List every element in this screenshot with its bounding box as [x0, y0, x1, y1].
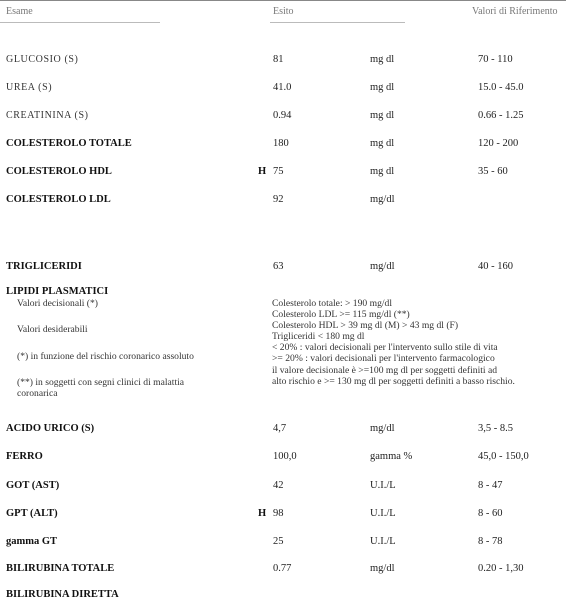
exam-unit: mg dl — [370, 138, 395, 149]
exam-ref: 8 - 47 — [478, 480, 503, 491]
exam-name: FERRO — [6, 451, 43, 462]
exam-unit: mg dl — [370, 110, 395, 121]
exam-value: 25 — [273, 536, 284, 547]
exam-name: gamma GT — [6, 536, 58, 547]
exam-ref: 45,0 - 150,0 — [478, 451, 529, 462]
exam-unit: gamma % — [370, 451, 413, 462]
exam-unit: mg dl — [370, 166, 395, 177]
exam-value: 41.0 — [273, 82, 292, 93]
exam-name: BILIRUBINA TOTALE — [6, 563, 115, 574]
exam-name: TRIGLICERIDI — [6, 261, 82, 272]
high-flag: H — [258, 166, 267, 177]
exam-value: 4,7 — [273, 423, 287, 434]
lipids-note-2b: coronarica — [17, 388, 58, 399]
exam-value: 92 — [273, 194, 284, 205]
exam-name: GLUCOSIO (S) — [6, 54, 79, 65]
exam-unit: mg/dl — [370, 194, 395, 205]
exam-unit: U.I./L — [370, 536, 396, 547]
exam-value: 63 — [273, 261, 284, 272]
exam-unit: mg dl — [370, 54, 395, 65]
lipids-line: < 20% : valori decisionali per l'intervento sullo stile di vita — [272, 342, 498, 353]
exam-ref: 35 - 60 — [478, 166, 508, 177]
exam-ref: 3,5 - 8.5 — [478, 423, 513, 434]
exam-name: COLESTEROLO HDL — [6, 166, 112, 177]
high-flag: H — [258, 508, 267, 519]
exam-value: 180 — [273, 138, 289, 149]
exam-name: CREATININA (S) — [6, 110, 89, 121]
exam-value: 42 — [273, 480, 284, 491]
lipids-line: Colesterolo totale: > 190 mg/dl — [272, 298, 392, 309]
exam-value: 0.77 — [273, 563, 292, 574]
exam-name: GPT (ALT) — [6, 508, 58, 519]
exam-value: 81 — [273, 54, 284, 65]
lipids-label-decisional: Valori decisionali (*) — [17, 298, 98, 309]
lipids-line: il valore decisionale è >=100 mg dl per soggetti definiti ad — [272, 365, 498, 376]
exam-value: 100,0 — [273, 451, 297, 462]
lipids-line: Colesterolo LDL >= 115 mg/dl (**) — [272, 309, 410, 320]
exam-ref: 40 - 160 — [478, 261, 513, 272]
lipids-line: alto rischio e >= 130 mg dl per soggetti definiti a basso rischio. — [272, 376, 515, 387]
header-exam: Esame — [6, 6, 33, 17]
exam-ref: 70 - 110 — [478, 54, 513, 65]
exam-ref: 0.66 - 1.25 — [478, 110, 524, 121]
exam-unit: mg/dl — [370, 423, 395, 434]
exam-name: UREA (S) — [6, 82, 53, 93]
lipids-line: Colesterolo HDL > 39 mg dl (M) > 43 mg dl (F) — [272, 320, 459, 331]
header-underline-result — [270, 22, 405, 23]
lipids-line: Trigliceridi < 180 mg dl — [272, 331, 365, 342]
exam-name: ACIDO URICO (S) — [6, 423, 95, 434]
exam-unit: mg/dl — [370, 563, 395, 574]
exam-unit: mg dl — [370, 82, 395, 93]
header-reference: Valori di Riferimento — [472, 6, 558, 17]
exam-ref: 8 - 60 — [478, 508, 503, 519]
lipids-label-desirable: Valori desiderabili — [17, 324, 88, 335]
exam-value: 75 — [273, 166, 284, 177]
lipids-note-2a: (**) in soggetti con segni clinici di malattia — [17, 377, 185, 388]
top-rule — [0, 0, 566, 1]
lipids-title: LIPIDI PLASMATICI — [6, 286, 109, 297]
exam-unit: U.I./L — [370, 480, 396, 491]
exam-ref: 8 - 78 — [478, 536, 503, 547]
exam-ref: 0.20 - 1,30 — [478, 563, 524, 574]
exam-unit: U.I./L — [370, 508, 396, 519]
exam-ref: 15.0 - 45.0 — [478, 82, 524, 93]
exam-name: COLESTEROLO TOTALE — [6, 138, 132, 149]
lipids-note-1: (*) in funzione del rischio coronarico assoluto — [17, 351, 194, 362]
exam-name: COLESTEROLO LDL — [6, 194, 111, 205]
exam-name: GOT (AST) — [6, 480, 60, 491]
exam-name: BILIRUBINA DIRETTA — [6, 589, 119, 600]
exam-value: 98 — [273, 508, 284, 519]
exam-ref: 120 - 200 — [478, 138, 519, 149]
header-underline — [0, 22, 160, 23]
lipids-line: >= 20% : valori decisionali per l'intervento farmacologico — [272, 353, 495, 364]
exam-value: 0.94 — [273, 110, 292, 121]
header-result: Esito — [273, 6, 294, 17]
exam-unit: mg/dl — [370, 261, 395, 272]
